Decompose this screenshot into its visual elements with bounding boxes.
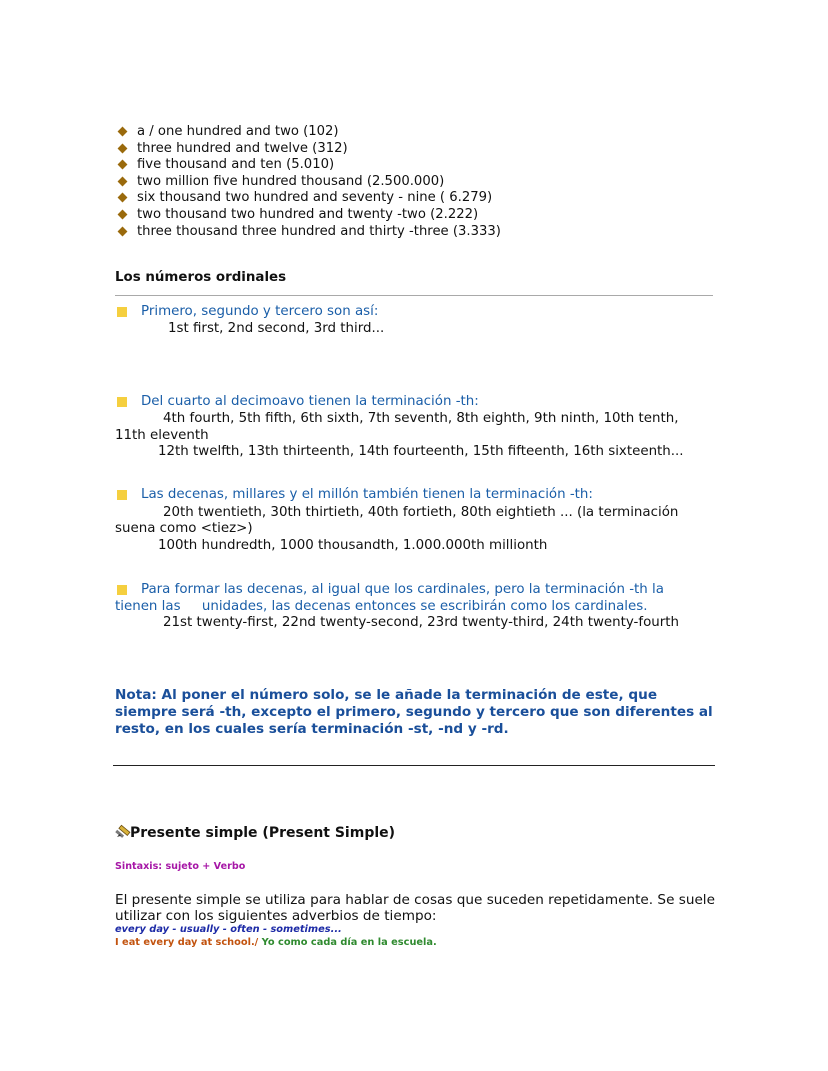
list-item <box>115 141 715 158</box>
rule-heading: Primero, segundo y tercero son así: <box>141 304 379 319</box>
diamond-bullet-icon <box>118 210 128 220</box>
pencil-icon <box>115 823 131 839</box>
rule-example-line: 1st first, 2nd second, 3rd third... <box>168 321 385 336</box>
square-bullet-icon <box>117 397 127 407</box>
list-item-text: five thousand and ten (5.010) <box>137 157 335 173</box>
list-item-text: a / one hundred and two (102) <box>137 124 339 139</box>
present-simple-paragraph: El presente simple se utiliza para hablar de cosas que suceden repetidamente. Se suele utilizar con los siguientes adverbios de tiempo: <box>115 892 715 924</box>
rule-example-line: 4th fourth, 5th fifth, 6th sixth, 7th seventh, 8th eighth, 9th ninth, 10th tenth, <box>163 411 679 426</box>
diamond-bullet-icon <box>118 127 128 137</box>
list-item-text: two thousand two hundred and twenty -two (2.222) <box>137 206 479 222</box>
section-divider <box>113 765 715 766</box>
example-english: I eat every day at school./ <box>115 937 259 948</box>
section-divider <box>115 295 713 296</box>
rule-example-line: 100th hundredth, 1000 thousandth, 1.000.000th millionth <box>158 538 548 553</box>
diamond-bullet-icon <box>118 226 128 236</box>
list-item-text: three thousand three hundred and thirty -three (3.333) <box>137 223 501 239</box>
list-item <box>115 224 715 241</box>
list-item <box>115 124 715 141</box>
rule-heading-continued: tienen las unidades, las decenas entonces se escribirán como los cardinales. <box>115 599 648 614</box>
list-item <box>115 157 715 174</box>
rule-example-line: 11th eleventh <box>115 428 209 443</box>
square-bullet-icon <box>117 490 127 500</box>
rule-example-line: 21st twenty-first, 22nd twenty-second, 23rd twenty-third, 24th twenty-fourth <box>163 615 680 630</box>
square-bullet-icon <box>117 307 127 317</box>
rule-example-line: 20th twentieth, 30th thirtieth, 40th fortieth, 80th eightieth ... (la terminación <box>163 505 679 520</box>
adverbs-line: every day - usually - often - sometimes... <box>115 924 342 935</box>
syntax-line: Sintaxis: sujeto + Verbo <box>115 861 246 872</box>
section-title-ordinales: Los números ordinales <box>115 270 287 285</box>
present-simple-title: Presente simple (Present Simple) <box>130 825 396 841</box>
diamond-bullet-icon <box>118 176 128 186</box>
rule-heading: Las decenas, millares y el millón también tienen la terminación -th: <box>141 487 593 502</box>
example-sentence <box>115 937 437 948</box>
list-item-text: six thousand two hundred and seventy - nine ( 6.279) <box>137 190 493 206</box>
list-item-text: three hundred and twelve (312) <box>137 140 348 156</box>
square-bullet-icon <box>117 585 127 595</box>
list-item <box>115 174 715 191</box>
rule-heading: Del cuarto al decimoavo tienen la terminación -th: <box>141 394 479 409</box>
diamond-bullet-icon <box>118 193 128 203</box>
rule-example-line: suena como <tiez>) <box>115 521 253 536</box>
diamond-bullet-icon <box>118 160 128 170</box>
diamond-bullet-icon <box>118 143 128 153</box>
nota-paragraph: Nota: Al poner el número solo, se le añade la terminación de este, que siempre será -th, excepto el primero, segundo y tercero que son diferentes al resto, en los cuales sería terminación -st, -nd y -rd. <box>115 687 713 737</box>
list-item <box>115 190 715 207</box>
list-item <box>115 207 715 224</box>
cardinal-examples-list <box>115 124 715 240</box>
rule-heading: Para formar las decenas, al igual que los cardinales, pero la terminación -th la <box>141 582 664 597</box>
example-spanish: Yo como cada día en la escuela. <box>258 937 437 948</box>
rule-example-line: 12th twelfth, 13th thirteenth, 14th fourteenth, 15th fifteenth, 16th sixteenth... <box>158 444 684 459</box>
list-item-text: two million five hundred thousand (2.500.000) <box>137 173 445 189</box>
